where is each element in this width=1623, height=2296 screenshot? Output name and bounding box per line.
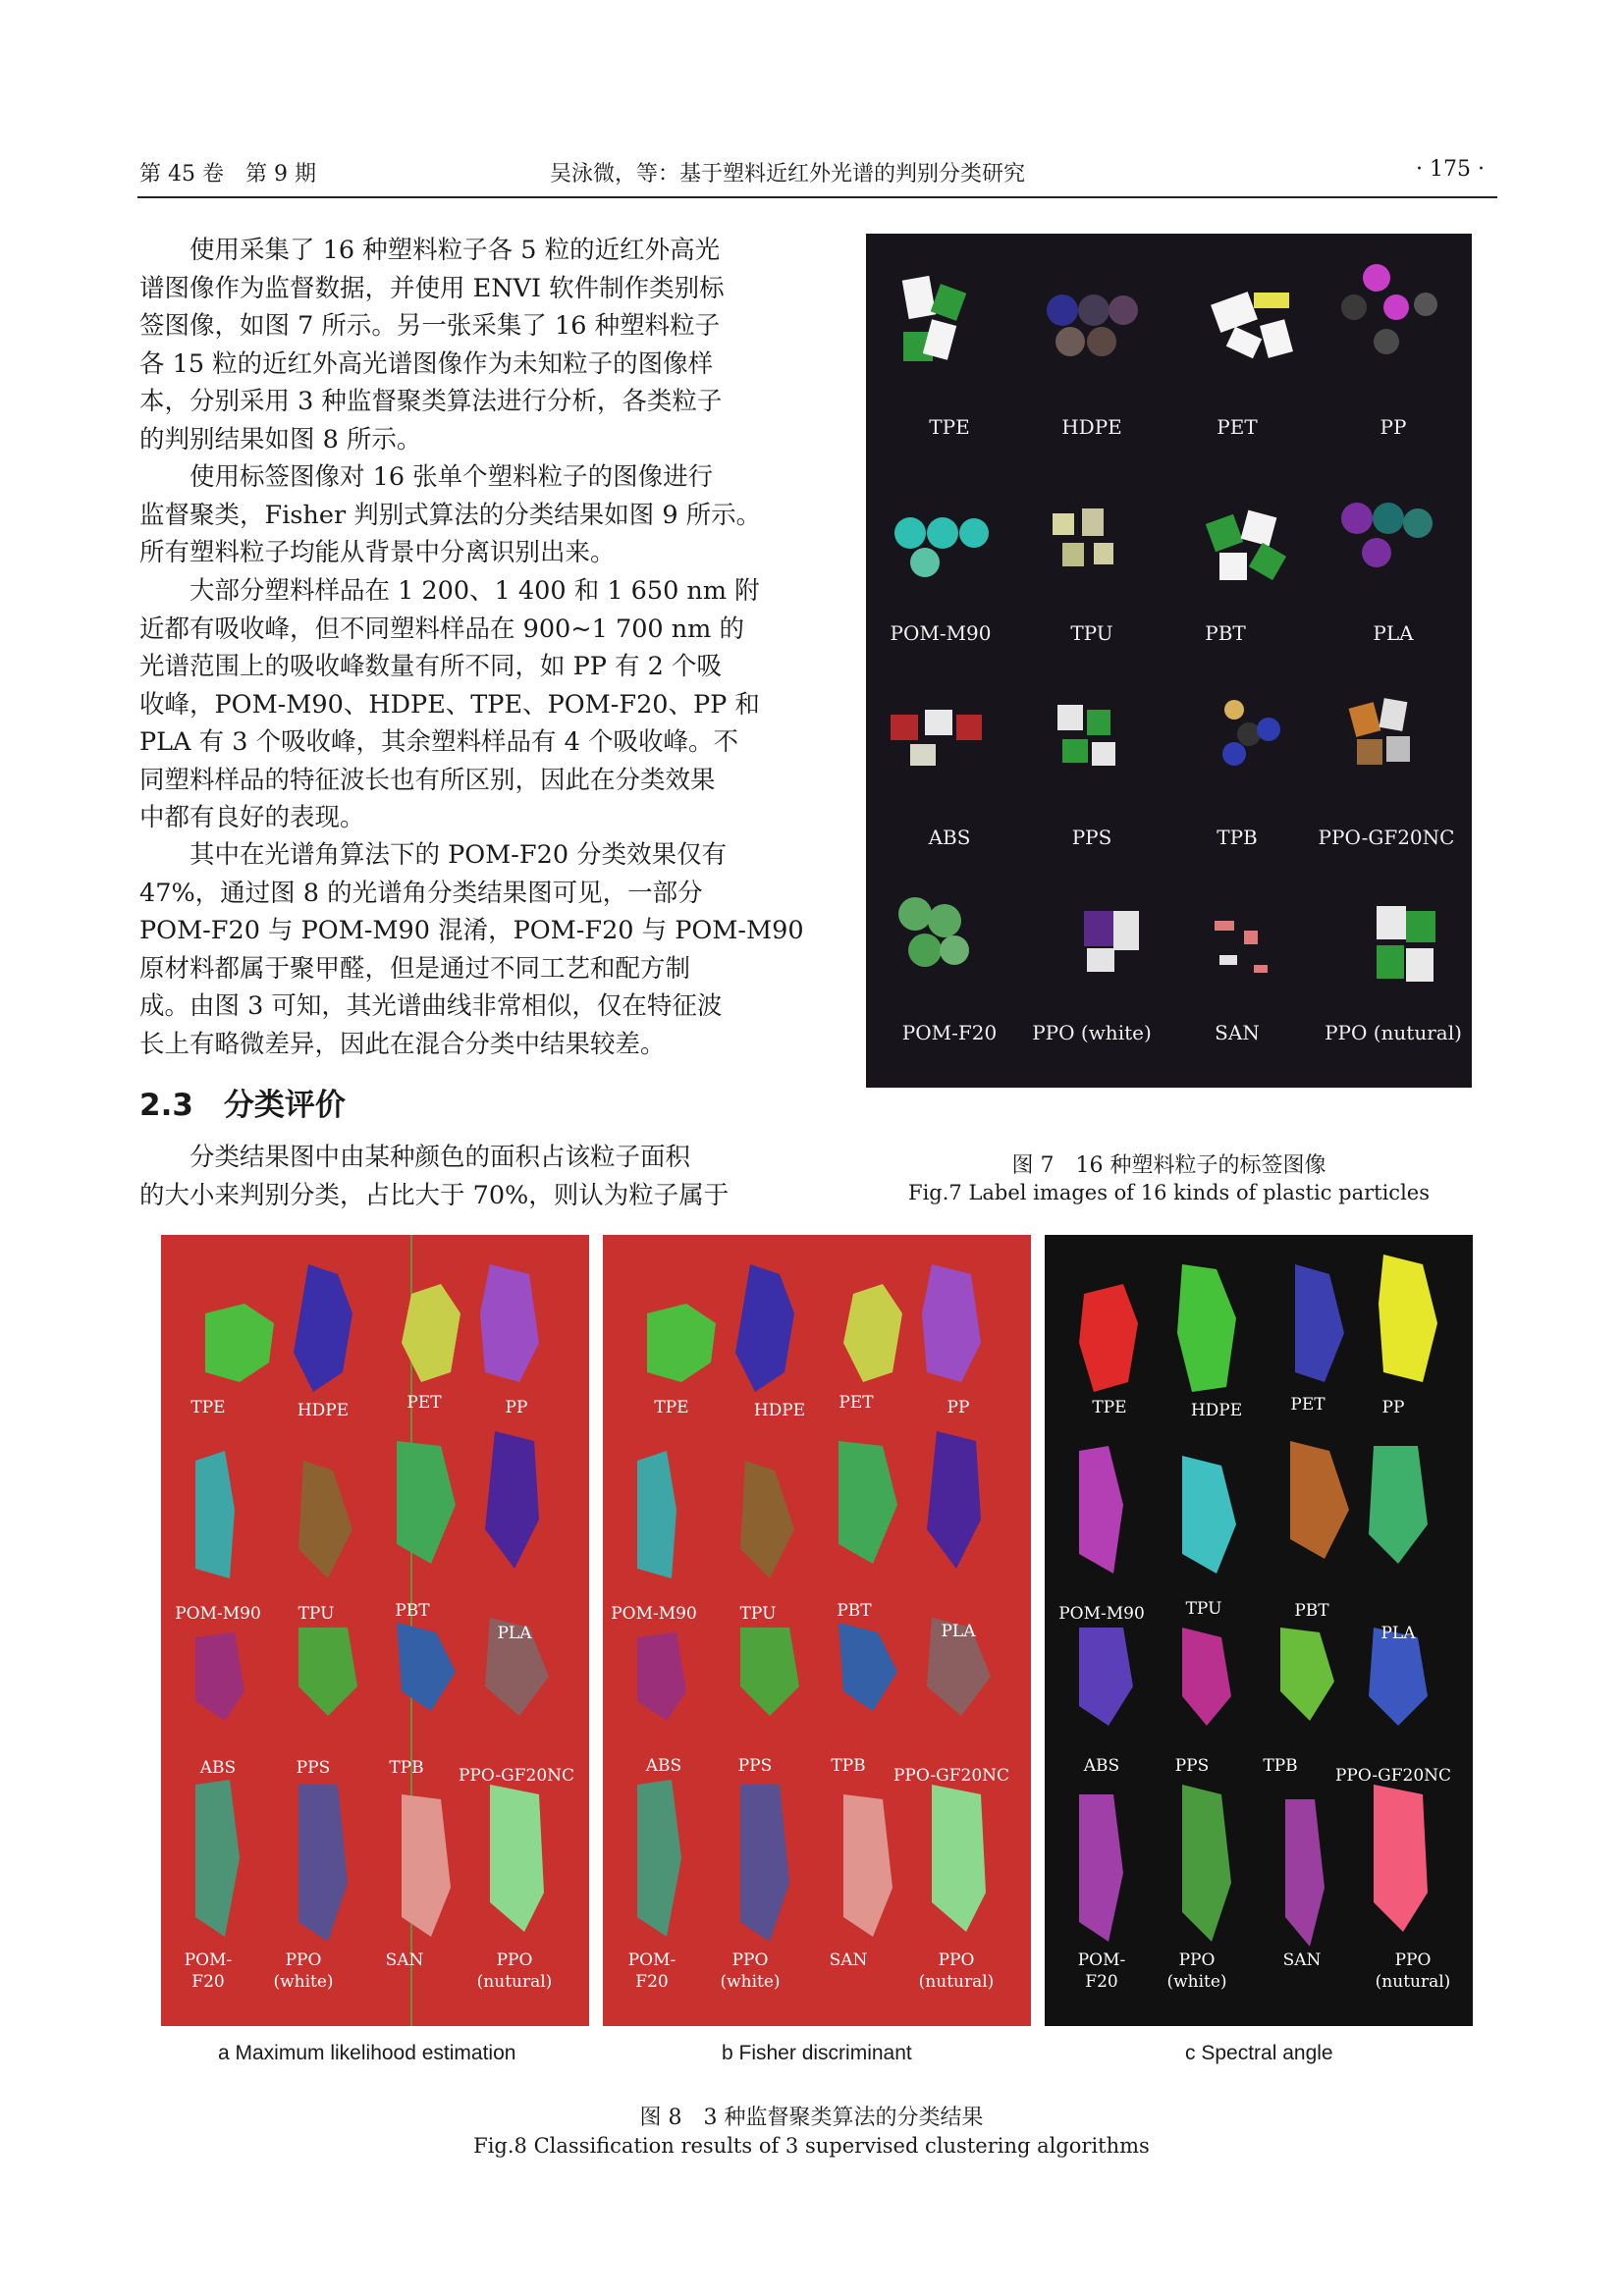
fig8-panel-c <box>1045 1235 1473 2026</box>
fig8b-label-pbt: PBT <box>837 1601 872 1621</box>
text-line: POM-F20 与 POM-M90 混淆，POM-F20 与 POM-M90 <box>139 916 804 945</box>
fig8-subcaption-a: a Maximum likelihood estimation <box>218 2042 516 2064</box>
fig8b-label-pom-f20: POM- F20 <box>627 1950 676 1992</box>
text-line: 其中在光谱角算法下的 POM-F20 分类效果仅有 <box>139 840 728 870</box>
fig7-label-san: SAN <box>1215 1021 1260 1044</box>
paragraph-5 <box>139 1139 787 1214</box>
fig8b-label-pp: PP <box>947 1398 970 1417</box>
fig8a-label-pp: PP <box>505 1398 528 1417</box>
fig8c-label-pp: PP <box>1381 1398 1405 1417</box>
text-line: 原材料都属于聚甲醛，但是通过不同工艺和配方制 <box>139 953 691 984</box>
text-line: 使用标签图像对 16 张单个塑料粒子的图像进行 <box>139 462 714 492</box>
header-journal-issue: 第 45 卷 第 9 期 <box>139 162 316 187</box>
text-line: 的判别结果如图 8 所示。 <box>139 424 422 454</box>
fig7-label-pla: PLA <box>1373 621 1414 645</box>
fig8b-label-ppo-gf20nc: PPO-GF20NC <box>893 1766 1010 1786</box>
fig8c-label-pla: PLA <box>1380 1624 1416 1643</box>
fig8-panel-b <box>603 1235 1031 2026</box>
fig8-panel-a <box>161 1235 589 2026</box>
fig8-caption-cn: 图 8 3 种监督聚类算法的分类结果 <box>639 2106 984 2130</box>
text-line: 分类结果图中由某种颜色的面积占该粒子面积 <box>139 1143 691 1172</box>
fig7-label-hdpe: HDPE <box>1061 415 1122 439</box>
fig8b-label-pps: PPS <box>737 1756 773 1776</box>
fig8a-label-pbt: PBT <box>395 1601 430 1621</box>
paragraph-1 <box>139 232 787 458</box>
fig8c-label-pbt: PBT <box>1294 1601 1329 1621</box>
fig8-caption-en: Fig.8 Classification results of 3 supervised clustering algorithms <box>473 2134 1150 2158</box>
fig7-label-pps: PPS <box>1071 826 1112 849</box>
fig8b-label-tpb: TPB <box>831 1756 866 1776</box>
fig8b-label-pet: PET <box>839 1393 874 1413</box>
fig7-label-pom-m90: POM-M90 <box>890 621 992 645</box>
text-line: 本，分别采用 3 种监督聚类算法进行分析，各类粒子 <box>139 387 723 416</box>
fig8c-label-pom-m90: POM-M90 <box>1058 1604 1145 1624</box>
fig8b-label-ppo-white: PPO (white) <box>720 1950 781 1992</box>
fig8c-label-hdpe: HDPE <box>1190 1401 1243 1420</box>
fig7-caption-cn: 图 7 16 种塑料粒子的标签图像 <box>1011 1153 1326 1178</box>
header-rule <box>137 196 1497 198</box>
text-line: 签图像，如图 7 所示。另一张采集了 16 种塑料粒子 <box>139 311 721 341</box>
fig8a-label-tpe: TPE <box>190 1398 226 1417</box>
fig8c-label-ppo-white: PPO (white) <box>1166 1950 1227 1992</box>
fig7-label-pp: PP <box>1380 415 1407 439</box>
text-line: 监督聚类，Fisher 判别式算法的分类结果如图 9 所示。 <box>139 500 762 530</box>
fig8c-label-pps: PPS <box>1174 1756 1210 1776</box>
fig8a-label-tpb: TPB <box>389 1758 424 1778</box>
text-line: 近都有吸收峰，但不同塑料样品在 900~1 700 nm 的 <box>139 614 744 644</box>
fig7-particles <box>866 234 1472 1088</box>
text-line: PLA 有 3 个吸收峰，其余塑料样品有 4 个吸收峰。不 <box>139 727 738 757</box>
fig8b-label-hdpe: HDPE <box>753 1401 806 1420</box>
fig8c-label-pet: PET <box>1290 1395 1325 1415</box>
fig7-label-ppo-white: PPO (white) <box>1032 1021 1152 1044</box>
fig8c-label-pom-f20: POM- F20 <box>1077 1950 1126 1992</box>
fig8a-label-ppo-white: PPO (white) <box>273 1950 334 1992</box>
fig8a-label-ppo-nutural: PPO (nutural) <box>476 1950 553 1992</box>
fig8a-label-san: SAN <box>385 1950 424 1970</box>
fig8c-label-san: SAN <box>1282 1950 1322 1970</box>
fig8c-label-abs: ABS <box>1083 1756 1120 1776</box>
fig8a-label-tpu: TPU <box>298 1604 335 1624</box>
text-line: 同塑料样品的特征波长也有所区别，因此在分类效果 <box>139 765 716 795</box>
header-running-title: 吴泳微，等：基于塑料近红外光谱的判别分类研究 <box>550 162 1026 187</box>
fig7-label-abs: ABS <box>928 826 971 849</box>
fig8-subcaption-c: c Spectral angle <box>1185 2042 1333 2064</box>
paragraph-3 <box>139 572 787 837</box>
fig8a-label-pps: PPS <box>296 1758 331 1778</box>
fig7-label-tpu: TPU <box>1070 621 1113 645</box>
text-line: 各 15 粒的近红外高光谱图像作为未知粒子的图像样 <box>139 348 714 379</box>
fig8c-label-tpb: TPB <box>1263 1756 1298 1776</box>
fig8b-label-abs: ABS <box>645 1756 682 1776</box>
fig8a-label-ppo-gf20nc: PPO-GF20NC <box>458 1766 575 1786</box>
paragraph-2 <box>139 458 787 572</box>
fig8b-label-ppo-nutural: PPO (nutural) <box>918 1950 995 1992</box>
fig8b-label-pla: PLA <box>941 1622 976 1641</box>
fig8c-label-tpu: TPU <box>1185 1599 1222 1619</box>
text-line: 使用采集了 16 种塑料粒子各 5 粒的近红外高光 <box>139 236 721 265</box>
fig7-label-ppo-nutural: PPO (nutural) <box>1325 1021 1462 1044</box>
fig8b-label-tpe: TPE <box>654 1398 689 1417</box>
fig8a-label-pla: PLA <box>497 1624 532 1643</box>
figure-7-image <box>866 234 1472 1088</box>
fig7-caption-en: Fig.7 Label images of 16 kinds of plastic particles <box>908 1181 1430 1204</box>
fig7-label-ppo-gf20nc: PPO-GF20NC <box>1318 826 1455 849</box>
fig8b-label-pom-m90: POM-M90 <box>611 1604 697 1624</box>
text-line: 光谱范围上的吸收峰数量有所不同，如 PP 有 2 个吸 <box>139 652 722 681</box>
fig8a-label-abs: ABS <box>199 1758 237 1778</box>
fig8-subcaption-b: b Fisher discriminant <box>722 2042 912 2064</box>
paragraph-4 <box>139 836 804 1063</box>
section-title: 2.3 分类评价 <box>139 1088 346 1123</box>
header-page-number: · 175 · <box>1416 157 1485 182</box>
text-line: 收峰，POM-M90、HDPE、TPE、POM-F20、PP 和 <box>139 689 760 720</box>
text-line: 成。由图 3 可知，其光谱曲线非常相似，仅在特征波 <box>139 991 723 1021</box>
text-line: 中都有良好的表现。 <box>139 803 365 832</box>
fig8a-label-hdpe: HDPE <box>297 1401 350 1420</box>
fig8c-label-ppo-nutural: PPO (nutural) <box>1375 1950 1451 1992</box>
fig8a-label-pet: PET <box>406 1393 442 1413</box>
fig8b-label-san: SAN <box>829 1950 868 1970</box>
fig8a-label-pom-m90: POM-M90 <box>175 1604 261 1624</box>
fig8a-label-pom-f20: POM- F20 <box>184 1950 233 1992</box>
fig8b-label-tpu: TPU <box>739 1604 777 1624</box>
text-line: 谱图像作为监督数据，并使用 ENVI 软件制作类别标 <box>139 273 725 303</box>
fig7-label-tpb: TPB <box>1217 826 1258 849</box>
fig7-label-tpe: TPE <box>929 415 970 439</box>
fig7-label-pbt: PBT <box>1205 621 1246 645</box>
text-line: 长上有略微差异，因此在混合分类中结果较差。 <box>139 1029 666 1059</box>
text-line: 大部分塑料样品在 1 200、1 400 和 1 650 nm 附 <box>139 576 760 606</box>
text-line: 47%，通过图 8 的光谱角分类结果图可见，一部分 <box>139 878 703 908</box>
fig7-label-pom-f20: POM-F20 <box>901 1021 998 1044</box>
text-line: 的大小来判别分类，占比大于 70%，则认为粒子属于 <box>139 1180 730 1210</box>
fig8c-label-tpe: TPE <box>1092 1398 1127 1417</box>
fig7-label-pet: PET <box>1217 415 1258 439</box>
text-line: 所有塑料粒子均能从背景中分离识别出来。 <box>139 538 616 567</box>
fig8c-label-ppo-gf20nc: PPO-GF20NC <box>1334 1766 1452 1786</box>
